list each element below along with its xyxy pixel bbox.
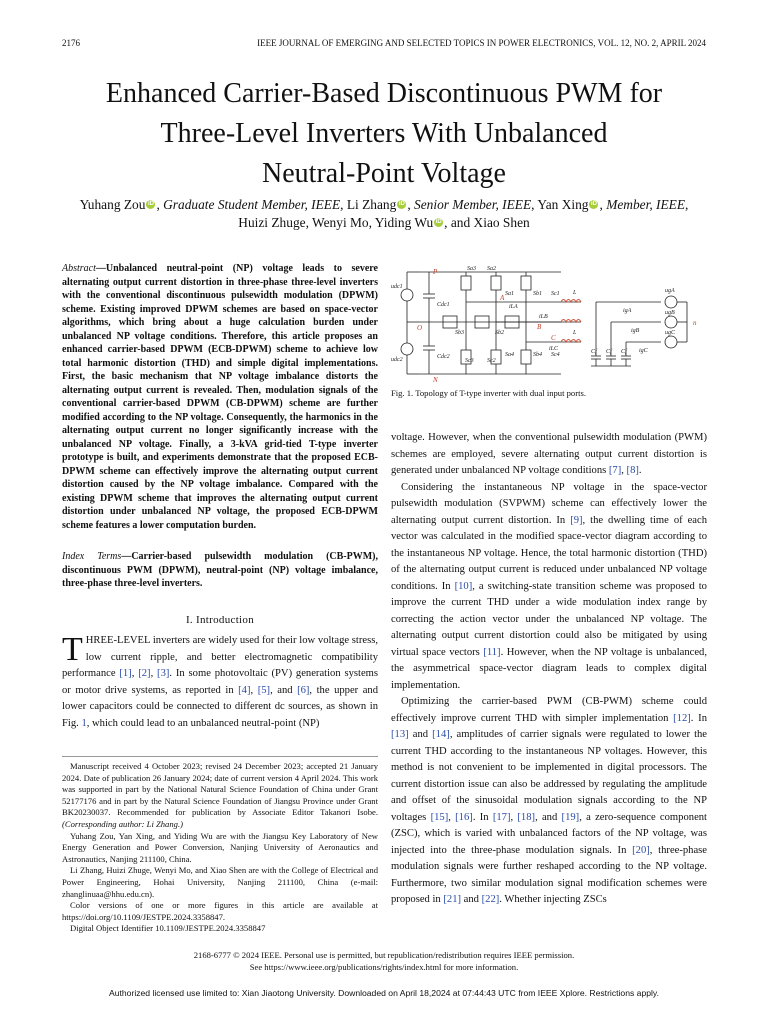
citation-link[interactable]: [2]: [138, 668, 151, 679]
abstract-text: Unbalanced neutral-point (NP) voltage leads to severe alternating output current distortion in three-phase three-level inverters with the conventional discontinuous pulsewidth modulation (DPWM) scheme. Existing improved DPWM schemes are based on space-vector algorithms, which bring about a huge calculation burden under unbalanced NP voltage conditions. Therefore, this article proposes an enhanced carrier-based DPWM (ECB-DPWM) scheme to achieve low total harmonic distortion (THD) and simple digital implementations. First, the basic mechanism that NP voltage imbalance distorts the alternating output current is revealed. Then, modulation signals of the conventional carrier-based DPWM (CB-DPWM) scheme are further modified according to the NP voltage. Consequently, the harmonics in the alternating output current no longer significantly increase with the unbalanced NP voltage. Finally, a 3-kVA grid-tied T-type inverter prototype is built, and experiments demonstrate that the proposed ECB-DPWM scheme can effectively improve the alternating output current distortion caused by the NP voltage imbalance. Compared with the existing DPWM scheme that improves the alternating output current distortion under unbalanced NP voltage, the proposed ECB-DPWM scheme features a lower computation burden.: [62, 263, 378, 531]
orcid-icon[interactable]: iD: [398, 201, 405, 207]
filter-cap-label: Cf: [591, 349, 597, 355]
index-terms-text: Carrier-based pulsewidth modulation (CB-PWM), discontinuous PWM (DPWM), neutral-point (NP) voltage imbalance, three-phase three-level inverters.: [62, 551, 379, 589]
cap-label: Cdc2: [437, 354, 450, 360]
node-label: A: [500, 294, 505, 302]
body-text: . In: [472, 811, 493, 823]
intro-text: HREE-LEVEL inverters are widely used for their low voltage stress, low current ripple, and better electromagnetic compatibility performance: [62, 635, 378, 679]
paragraph: voltage. However, when the conventional pulsewidth modulation (PWM) schemes are employed, severe alternating output current distortion is generated under unbalanced NP voltage conditions [7], [8].: [391, 432, 707, 476]
corresponding-author: (Corresponding author: Li Zhang.): [62, 818, 183, 829]
copyright-line-2: See https://www.ieee.org/publications/rights/index.html for more information.: [249, 961, 519, 972]
grid-voltage-label: ugA: [665, 288, 675, 294]
grid-voltage-label: ugC: [665, 330, 676, 336]
citation-link[interactable]: [22]: [481, 894, 500, 905]
footnote-doi: Digital Object Identifier 10.1109/JESTPE.2024.3358847: [70, 923, 266, 934]
figure-1: [391, 262, 707, 387]
citation-link[interactable]: [3]: [157, 668, 170, 679]
citation-link[interactable]: [9]: [570, 514, 583, 526]
citation-link[interactable]: [10]: [454, 580, 473, 592]
citation-link[interactable]: [14]: [432, 729, 450, 740]
section-heading: I. Introduction: [185, 614, 255, 626]
title-line-1: Enhanced Carrier-Based Discontinuous PWM for: [105, 78, 663, 109]
switch-label: Sb1: [533, 291, 542, 297]
body-text: , the dwelling time of each vector was calculated in the modified space-vector diagram according to the instantaneous NP voltage. Hence, the total harmonic distortion (THD) of the alternating output current is reduced under unbalanced NP voltage conditions. In: [391, 514, 707, 592]
citation-link[interactable]: [12]: [673, 712, 691, 724]
current-label: iLB: [539, 314, 548, 320]
citation-link[interactable]: [20]: [632, 844, 650, 856]
body-text: , amplitudes of carrier signals were regulated to lower the current THD according to the instantaneous NP voltages. However, this method is not convenient to be implemented in digital processors. The current distortion issue can also be addressed by regulating the amplitude and offset of the sinusoidal modulation signals according to the NP voltages: [391, 729, 708, 823]
footnote-rule: [62, 756, 378, 757]
drop-cap: T: [62, 631, 83, 668]
body-text: . In: [690, 712, 707, 724]
paragraph: Optimizing the carrier-based PWM (CB-PWM) scheme could effectively improve current THD with simpler implementation [12]. In [13] and [14], amplitudes of carrier signals were regulated to lower the current THD according to the instantaneous NP voltages. However, this method is not convenient to be implemented in digital processors. The current distortion issue can also be addressed by regulating the amplitude and offset of the sinusoidal modulation signals according to the NP voltages [15], [16]. In [17], [18], and [19], a zero-sequence component (ZSC), which is varied with unbalanced factors of the NP voltage, was injected into the three-phase modulation signals. In [20], three-phase modulation signals were further reshaped according to the NP voltage. Furthermore, two similar modulation signal modification schemes were proposed in [21] and [22]. Whether injecting ZSCs: [391, 696, 708, 905]
body-text: , a switching-state transition scheme was proposed to improve the current THD under a wide modulation index range by correcting the action vector under the unbalanced NP voltage. The alternating output current distortion could also be mitigated by using virtual space vectors: [391, 580, 707, 658]
citation-link[interactable]: [21]: [443, 894, 462, 905]
filter-cap-label: Cf: [606, 349, 612, 355]
body-text: , a zero-sequence component (ZSC), which is varied with unbalanced factors of the NP voltage, was injected into the three-phase modulation signals. In: [391, 811, 708, 856]
current-label: iLA: [509, 304, 518, 310]
switch-label: Sa2: [487, 266, 496, 272]
filter-cap-label: Cf: [621, 349, 627, 355]
body-text: . Whether injecting ZSCs: [499, 894, 607, 905]
intro-text: . In some photovoltaic (PV) generation systems or motor drive systems, as reported in: [62, 668, 379, 696]
citation-link[interactable]: [7]: [608, 465, 622, 476]
body-text: Optimizing the carrier-based PWM (CB-PWM) scheme could effectively improve current THD with simpler implementation: [391, 696, 707, 724]
paragraph: [391, 480, 707, 695]
page-number: 2176: [62, 38, 80, 48]
citation-link[interactable]: [15]: [430, 811, 449, 823]
current-label: igB: [631, 328, 640, 334]
current-label: igA: [623, 308, 632, 314]
node-label: P: [433, 268, 438, 276]
index-terms: Index Terms—Carrier-based pulsewidth modulation (CB-PWM), discontinuous PWM (DPWM), neutral-point (NP) voltage imbalance, three-phase three-level inverters.: [62, 551, 379, 589]
body-text: Considering the instantaneous NP voltage in the space-vector pulsewidth modulation (SVPWM) scheme can effectively lower the alternating output current distortion. In: [391, 481, 707, 526]
intro-paragraph: THREE-LEVEL inverters are widely used for their low voltage stress, low current ripple, and better electromagnetic compatibility performance [1], [2], [3]. In some photovoltaic (PV) generation systems or motor drive systems, as reported in [4], [5], and [6], the upper and lower capacitors could be connected to different dc sources, as shown in Fig. 1, which could lead to an unbalanced neutral-point (NP): [62, 631, 379, 729]
footnotes: [62, 756, 378, 935]
current-label: igC: [639, 348, 648, 354]
author-list: [50, 196, 718, 232]
abstract: Abstract—Unbalanced neutral-point (NP) voltage leads to severe alternating output current distortion in three-phase three-level inverters with the conventional discontinuous pulsewidth modulation (DPWM) scheme. Existing improved DPWM schemes are based on space-vector algorithms, which bring about a huge calculation burden under unbalanced NP voltage conditions. Therefore, this article proposes an enhanced carrier-based DPWM (ECB-DPWM) scheme to achieve low total harmonic distortion (THD) and simple digital implementations. First, the basic mechanism that NP voltage imbalance distorts the alternating output current is revealed. Then, modulation signals of the conventional carrier-based DPWM (CB-DPWM) scheme are further modified according to the NP voltage. Consequently, the harmonics in the alternating output current no longer significantly increase with the unbalanced NP voltage. Finally, a 3-kVA grid-tied T-type inverter prototype is built, and experiments demonstrate that the proposed ECB-DPWM scheme can effectively improve the alternating output current distortion caused by the NP voltage imbalance. Compared with the existing DPWM scheme that improves the alternating output current distortion under unbalanced NP voltage, the proposed ECB-DPWM scheme features a lower computation burden.: [62, 263, 378, 531]
copyright-notice: [62, 950, 706, 973]
author-role: Member, IEEE: [606, 197, 686, 212]
citation-link[interactable]: [6]: [297, 684, 310, 696]
current-label: iLC: [549, 346, 559, 352]
author-name: Li Zhang: [346, 197, 397, 212]
citation-link[interactable]: [4]: [238, 684, 251, 696]
journal-header: IEEE JOURNAL OF EMERGING AND SELECTED TOPICS IN POWER ELECTRONICS, VOL. 12, NO. 2, APRIL 2024: [257, 38, 706, 48]
author-line-2: [50, 214, 718, 232]
citation-link[interactable]: [5]: [257, 684, 271, 696]
orcid-icon[interactable]: iD: [147, 201, 154, 207]
body-text: . However, when the NP voltage is unbalanced, the asymmetrical space-vector diagram leads to complex digital implementation.: [391, 646, 707, 691]
node-label: O: [417, 324, 423, 332]
citation-link[interactable]: [13]: [391, 729, 409, 740]
abstract-label: Abstract: [62, 263, 96, 274]
switch-label: Sb3: [455, 330, 464, 336]
grid-voltage-label: ugB: [665, 310, 675, 316]
switch-label: Sb4: [533, 352, 542, 358]
node-label: C: [551, 334, 556, 342]
license-notice: Authorized licensed use limited to: Xian Jiaotong University. Downloaded on April 18,2024 at 07:44:43 UTC from IEEE Xplore. Restrictions apply.: [109, 988, 659, 998]
circuit-diagram: [391, 262, 707, 387]
index-terms-label: Index Terms: [62, 551, 122, 562]
author-name: Yuhang Zou: [79, 197, 146, 212]
figure-link[interactable]: 1: [81, 717, 87, 729]
body-text: and: [408, 729, 433, 740]
node-label: n: [693, 319, 697, 327]
orcid-icon[interactable]: iD: [435, 219, 442, 225]
source-label: udc2: [391, 357, 403, 363]
author-names-tail: , and Xiao Shen: [444, 215, 530, 230]
paper-title: [40, 74, 728, 194]
right-column-text: [391, 430, 707, 909]
citation-link[interactable]: [18]: [517, 811, 536, 823]
switch-label: Sa1: [505, 291, 514, 297]
citation-link[interactable]: [19]: [561, 811, 580, 823]
switch-label: Sc2: [487, 358, 496, 364]
author-name: Yan Xing: [537, 197, 589, 212]
switch-label: Sa4: [505, 352, 514, 358]
switch-label: Sc1: [551, 291, 560, 297]
citation-link[interactable]: [16]: [455, 811, 473, 823]
footnote-affiliation-1: Yuhang Zou, Yan Xing, and Yiding Wu are with the Jiangsu Key Laboratory of New Energy Generation and Power Conversion, Nanjing University of Aeronautics and Astronautics, Nanjing 211100, China.: [62, 830, 378, 864]
node-label: B: [537, 323, 542, 331]
footnote-text: Manuscript received 4 October 2023; revised 24 December 2023; accepted 21 January 2024. Date of publication 26 January 2024; date of current version 4 April 2024. This work was supported in part by the National Natural Science Foundation of China under Grant 52177176 and in part by the Natural Science Foundation of Jiangsu Province under Grant BK20230037. Recommended for publication by Associate Editor Takanori Isobe.: [62, 761, 378, 818]
title-line-2: Three-Level Inverters With Unbalanced: [160, 118, 608, 149]
switch-label: Sc3: [465, 358, 474, 364]
switch-label: Sa3: [467, 266, 476, 272]
intro-text: , which could lead to an unbalanced neutral-point (NP): [86, 717, 320, 729]
footnote-color: Color versions of one or more figures in this article are available at https://doi.org/10.1109/JESTPE.2024.3358847.: [62, 900, 378, 922]
footnote-manuscript: [62, 761, 378, 831]
copyright-line-1: 2168-6777 © 2024 IEEE. Personal use is permitted, but republication/redistribution requires IEEE permission.: [193, 950, 575, 960]
figure-caption: Fig. 1. Topology of T-type inverter with dual input ports.: [391, 388, 586, 398]
switch-label: Sc4: [551, 352, 560, 358]
body-text: , three-phase modulation signals were further reshaped according to the NP voltage. Furthermore, two similar modulation signal modification schemes were proposed in: [391, 844, 707, 905]
inductor-label: L: [573, 290, 577, 296]
author-line-1: Yuhang Zou iD , Graduate Student Member, IEEE, Li Zhang iD , Senior Member, IEEE, Yan Xing iD , Member, IEEE,: [79, 197, 689, 212]
inductor-label: L: [573, 330, 577, 336]
intro-text: , the upper and lower capacitors could be connected to different dc sources, as shown in Fig.: [62, 684, 379, 729]
node-label: N: [433, 376, 438, 384]
source-label: udc1: [391, 284, 403, 290]
author-names: Huizi Zhuge, Wenyi Mo, Yiding Wu: [238, 215, 434, 230]
orcid-icon[interactable]: iD: [590, 201, 597, 207]
citation-link[interactable]: [11]: [483, 646, 501, 658]
citation-link[interactable]: [8]: [626, 465, 639, 476]
author-role: Senior Member, IEEE: [414, 197, 532, 212]
body-text: .: [638, 465, 642, 476]
switch-label: Sb2: [495, 330, 504, 336]
footnote-affiliation-2: Li Zhang, Huizi Zhuge, Wenyi Mo, and Xiao Shen are with the College of Electrical and Power Engineering, Hohai University, Nanjing 211100, China (e-mail: zhanglinuaa@hhu.edu.cn).: [62, 865, 378, 899]
title-line-3: Neutral-Point Voltage: [262, 158, 506, 189]
author-role: Graduate Student Member, IEEE: [163, 197, 341, 212]
body-text: voltage. However, when the conventional pulsewidth modulation (PWM) schemes are employed, severe alternating output current distortion is generated under unbalanced NP voltage conditions: [391, 432, 707, 476]
cap-label: Cdc1: [437, 302, 450, 308]
citation-link[interactable]: [1]: [119, 668, 132, 679]
citation-link[interactable]: [17]: [492, 811, 511, 823]
